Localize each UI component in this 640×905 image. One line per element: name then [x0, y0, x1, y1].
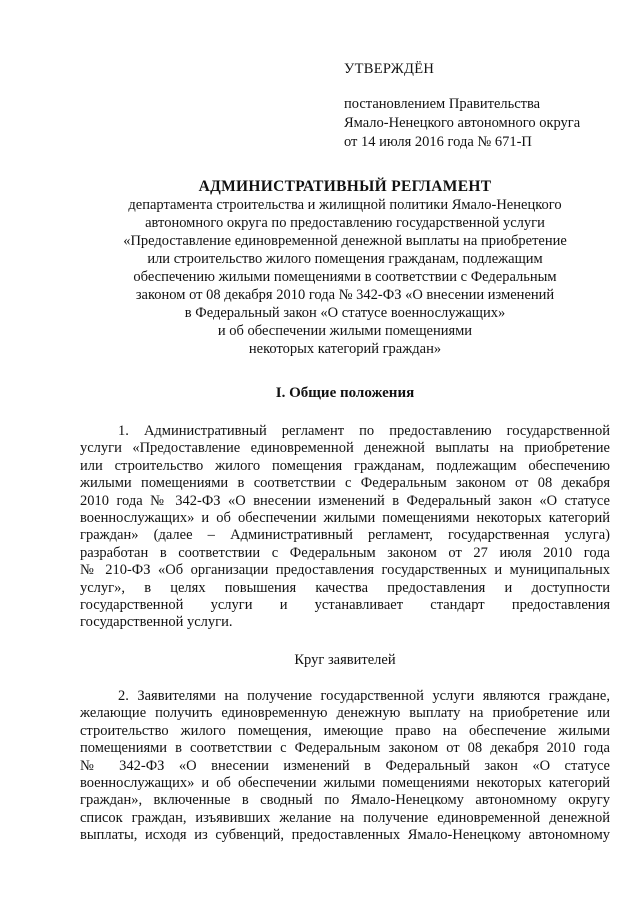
paragraph-line: граждан», включенные в сводный по Ямало-Ненецкому автономному округу	[80, 792, 610, 809]
paragraph-line: военнослужащих» и об обеспечении жилыми помещениями некоторых категорий	[80, 510, 610, 527]
document-title-block	[80, 178, 610, 358]
paragraph-line: выплаты, исходя из субвенций, предоставленных Ямало-Ненецкому автономному	[80, 827, 610, 844]
title-line: или строительство жилого помещения гражданам, подлежащим	[147, 251, 543, 267]
paragraph-line: желающие получить единовременную денежную выплату на приобретение или	[80, 705, 610, 722]
approval-line: Ямало-Ненецкого автономного округа	[344, 115, 581, 131]
paragraph-line: государственной услуги.	[80, 614, 233, 631]
paragraph-line: услуги «Предоставление единовременной денежной выплаты на приобретение	[80, 440, 610, 457]
paragraph-line: услуг», в целях повышения качества предоставления и доступности	[80, 579, 610, 596]
title-line: законом от 08 декабря 2010 года № 342-ФЗ «О внесении изменений	[135, 287, 555, 303]
paragraph-line: помещениями в соответствии с Федеральным законом от 08 декабря 2010 года	[80, 740, 610, 757]
title-line: в Федеральный закон «О статусе военнослужащих»	[184, 305, 506, 321]
paragraph-2	[80, 688, 610, 845]
paragraph-line: или строительство жилого помещения гражданам, подлежащим обеспечению	[80, 457, 610, 474]
paragraph-line: 2010 года № 342-ФЗ «О внесении изменений в Федеральный закон «О статусе	[80, 492, 610, 509]
approval-header: УТВЕРЖДЁН	[344, 61, 435, 77]
paragraph-line: разработан в соответствии с Федеральным законом от 27 июля 2010 года	[80, 544, 610, 561]
approval-line: от 14 июля 2016 года № 671-П	[344, 134, 532, 150]
title-line: обеспечению жилыми помещениями в соответствии с Федеральным	[133, 269, 557, 285]
paragraph-1	[80, 423, 610, 632]
title-line: некоторых категорий граждан»	[248, 341, 442, 357]
paragraph-line: граждан» (далее – Административный регламент, государственная услуга)	[80, 527, 610, 544]
paragraph-line: № 210-ФЗ «Об организации предоставления государственных и муниципальных	[80, 562, 610, 579]
paragraph-line: государственной услуги и устанавливает стандарт предоставления	[80, 597, 610, 614]
title-line: департамента строительства и жилищной политики Ямало-Ненецкого	[128, 197, 562, 213]
paragraph-line: список граждан, изъявивших желание на получение единовременной денежной	[80, 809, 610, 826]
title-line: и об обеспечении жилыми помещениями	[217, 323, 473, 339]
paragraph-line: 2. Заявителями на получение государственной услуги являются граждане,	[118, 688, 610, 704]
paragraph-line: жилыми помещениями в соответствии с Федеральным законом от 08 декабря	[80, 475, 610, 492]
title-line: автономного округа по предоставлению государственной услуги	[145, 215, 545, 231]
paragraph-line: строительство жилого помещения, имеющие право на обеспечение жилыми	[80, 722, 610, 739]
section-heading: I. Общие положения	[275, 385, 415, 401]
approval-line: постановлением Правительства	[344, 96, 541, 112]
paragraph-line: военнослужащих» и об обеспечении жилыми помещениями некоторых категорий	[80, 775, 610, 792]
subsection-heading: Круг заявителей	[294, 652, 396, 668]
approval-block	[344, 60, 624, 152]
paragraph-line: 1. Административный регламент по предоставлению государственной	[118, 423, 610, 439]
paragraph-line: № 342-ФЗ «О внесении изменений в Федеральный закон «О статусе	[80, 757, 610, 774]
title-line: «Предоставление единовременной денежной выплаты на приобретение	[123, 233, 567, 249]
document-title: АДМИНИСТРАТИВНЫЙ РЕГЛАМЕНТ	[198, 178, 492, 195]
